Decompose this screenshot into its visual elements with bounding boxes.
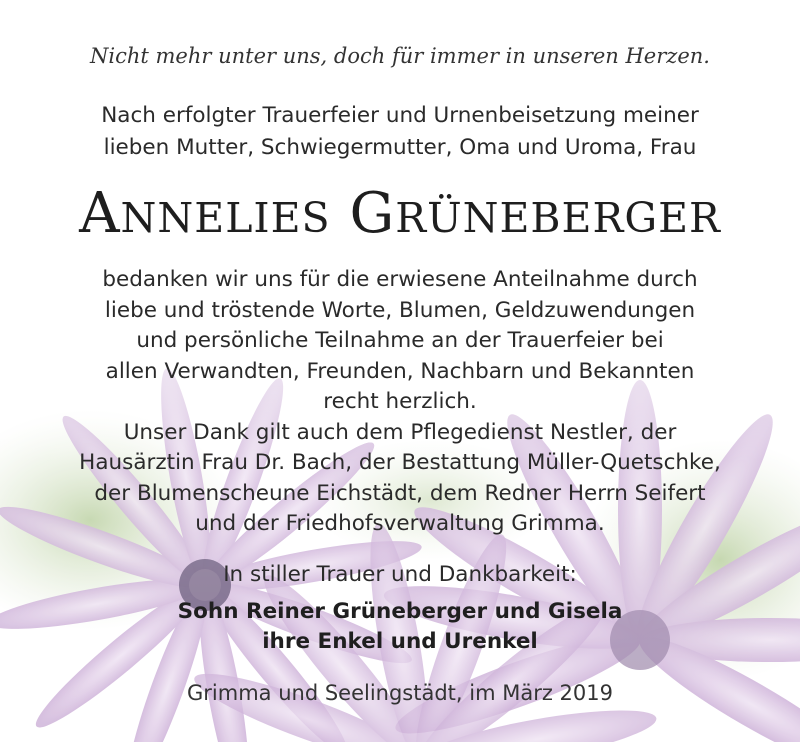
motto-text: Nicht mehr unter uns, doch für immer in unseren Herzen. <box>90 44 710 68</box>
body-line: und persönliche Teilnahme an der Trauerfeier bei <box>136 328 664 353</box>
body-line: Unser Dank gilt auch dem Pflegedienst Nestler, der <box>123 419 677 445</box>
signer-line: Sohn Reiner Grüneberger und Gisela <box>177 599 623 624</box>
name-rest: RÜNEBERGER <box>395 194 721 242</box>
closing-line: In stiller Trauer und Dankbarkeit: <box>223 562 577 587</box>
name-rest: NNELIES <box>120 194 331 242</box>
intro-text <box>0 100 800 164</box>
body-line: der Blumenscheune Eichstädt, dem Redner Herrn Seifert <box>94 480 706 506</box>
body-line: und der Friedhofsverwaltung Grimma. <box>195 511 605 536</box>
intro-line: lieben Mutter, Schwiegermutter, Oma und Uroma, Frau <box>103 135 697 160</box>
body-line: liebe und tröstende Worte, Blumen, Geldzuwendungen <box>104 297 696 323</box>
signers <box>0 597 800 657</box>
body-line: bedanken wir uns für die erwiesene Anteilnahme durch <box>102 267 698 292</box>
signer-line: ihre Enkel und Urenkel <box>262 629 538 654</box>
body-line: allen Verwandten, Freunden, Nachbarn und Bekannten <box>105 358 695 384</box>
body-line: recht herzlich. <box>323 389 477 414</box>
name-initial: G <box>349 181 396 246</box>
thanks-text <box>0 265 800 540</box>
deceased-name <box>0 182 800 250</box>
place-date: Grimma und Seelingstädt, im März 2019 <box>187 681 613 705</box>
name-initial: A <box>79 181 121 246</box>
body-line: Hausärztin Frau Dr. Bach, der Bestattung Müller-Quetschke, <box>79 450 721 475</box>
intro-line: Nach erfolgter Trauerfeier und Urnenbeisetzung meiner <box>101 103 699 128</box>
